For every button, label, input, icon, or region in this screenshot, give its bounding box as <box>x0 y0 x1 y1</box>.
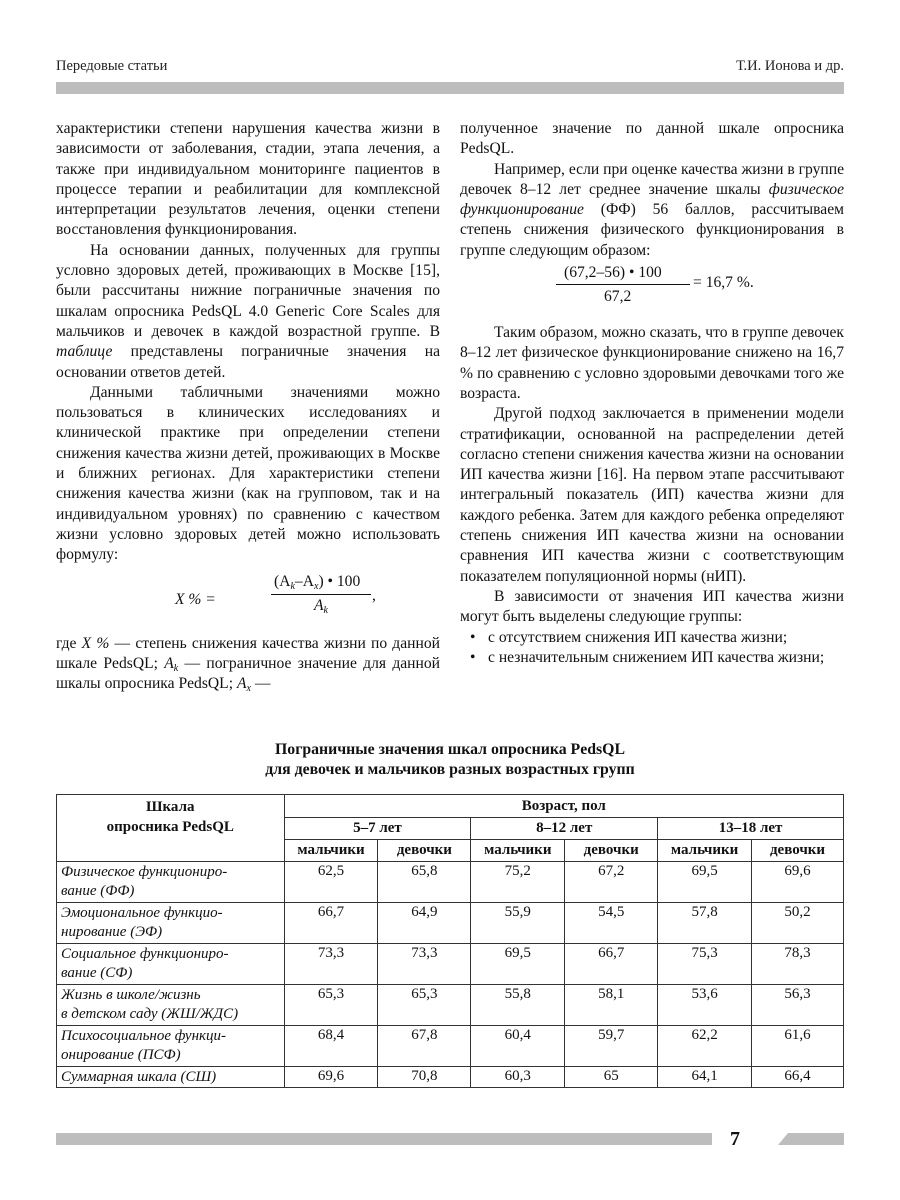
text-run: — пограничное значение для данной шкалы опросника PedsQL; <box>56 654 441 693</box>
header-section: Передовые статьи <box>56 58 168 74</box>
scale-label-line: Социальное функциониро- <box>61 946 229 962</box>
scale-header <box>57 795 285 862</box>
sex-header: мальчики <box>471 840 565 862</box>
text-run: — <box>250 675 271 693</box>
scale-label-line: вание (СФ) <box>61 965 133 981</box>
cutoff-value: 66,7 <box>565 944 658 985</box>
formula-denominator: 67,2 <box>604 288 632 306</box>
cutoff-value: 75,2 <box>471 862 565 903</box>
formula-subscript: x <box>313 580 319 592</box>
paragraph: характеристики степени нарушения качества жизни в зависимости от заболевания, стадии, этапа лечения, а также при индивидуальном мониторинге пациентов в процессе терапии и реабилитации для комплексной интерпретации результатов лечения, оценки степени восстановления функционирования. <box>56 120 440 239</box>
scale-header-line: опросника PedsQL <box>106 819 234 835</box>
paragraph: Данными табличными значениями можно пользоваться в клинических исследованиях и клинической практике при определении степени снижения качества жизни детей, проживающих в Москве и ближних регионах. Для характеристики степени снижения качества жизни (как на групповом, так и на индивидуальном уровнях) по сравнению с качеством жизни условно здоровых детей можно использовать формулу: <box>56 383 440 564</box>
table-row <box>57 1067 844 1088</box>
cutoff-value: 58,1 <box>565 985 658 1026</box>
cutoff-value: 65,8 <box>378 862 471 903</box>
scale-label <box>57 1067 285 1088</box>
cutoff-value: 67,8 <box>378 1026 471 1067</box>
cutoff-value: 70,8 <box>378 1067 471 1088</box>
cutoff-value: 62,2 <box>658 1026 752 1067</box>
table-row <box>57 903 844 944</box>
symbol-subscript: x <box>246 683 251 695</box>
footer-rule-right <box>778 1133 844 1145</box>
cutoff-value: 59,7 <box>565 1026 658 1067</box>
cutoff-value: 57,8 <box>658 903 752 944</box>
cutoff-value: 75,3 <box>658 944 752 985</box>
scale-label-line: вание (ФФ) <box>61 883 135 899</box>
list-item: • с незначительным снижением ИП качества жизни; <box>460 648 844 668</box>
age-sex-header: Возраст, пол <box>284 795 843 818</box>
formula-denominator <box>314 596 328 616</box>
table-row <box>57 985 844 1026</box>
symbol: A <box>236 675 247 693</box>
paragraph <box>56 634 440 695</box>
page-number: 7 <box>730 1128 740 1150</box>
scale-header-line: Шкала <box>146 799 195 815</box>
scale-label-line: Физическое функциониро- <box>61 864 228 880</box>
running-header <box>56 58 844 80</box>
sex-header: девочки <box>752 840 844 862</box>
cutoff-value: 65,3 <box>284 985 378 1026</box>
formula-example <box>460 265 844 317</box>
cutoff-value: 61,6 <box>752 1026 844 1067</box>
scale-label-line: онирование (ПСФ) <box>61 1047 181 1063</box>
cutoff-value: 65 <box>565 1067 658 1088</box>
cutoff-value: 69,5 <box>471 944 565 985</box>
table-title <box>56 740 844 780</box>
cutoff-value: 73,3 <box>378 944 471 985</box>
cutoff-value: 54,5 <box>565 903 658 944</box>
symbol: A <box>164 654 174 672</box>
formula-numerator: (67,2–56) • 100 <box>564 264 662 282</box>
sex-header: мальчики <box>658 840 752 862</box>
symbol-subscript: k <box>173 662 179 674</box>
cutoff-value: 64,9 <box>378 903 471 944</box>
cutoff-value: 60,4 <box>471 1026 565 1067</box>
cutoff-value: 65,3 <box>378 985 471 1026</box>
sex-header: мальчики <box>284 840 378 862</box>
scale-label <box>57 903 285 944</box>
formula-part: –A <box>294 572 314 590</box>
cutoff-value: 67,2 <box>565 862 658 903</box>
table-row <box>57 1026 844 1067</box>
group-list <box>460 628 844 669</box>
cutoff-value: 60,3 <box>471 1067 565 1088</box>
table-reference: таблице <box>56 343 113 361</box>
cutoff-value: 68,4 <box>284 1026 378 1067</box>
cutoff-value: 56,3 <box>752 985 844 1026</box>
sex-header: девочки <box>378 840 471 862</box>
cutoff-value: 69,6 <box>284 1067 378 1088</box>
cutoff-value: 53,6 <box>658 985 752 1026</box>
paragraph: В зависимости от значения ИП качества жизни могут быть выделены следующие группы: <box>460 587 844 626</box>
formula-part: (A <box>274 572 291 590</box>
table-row <box>57 944 844 985</box>
fraction-bar <box>556 284 690 285</box>
cutoff-value: 55,8 <box>471 985 565 1026</box>
scale-label-line: нирование (ЭФ) <box>61 924 163 940</box>
age-group-header: 13–18 лет <box>658 818 844 840</box>
cutoff-value: 62,5 <box>284 862 378 903</box>
cutoff-value: 69,5 <box>658 862 752 903</box>
scale-label <box>57 862 285 903</box>
text-run: представлены пограничные значения на основании ответов детей. <box>56 343 440 381</box>
scale-label <box>57 985 285 1026</box>
paragraph <box>56 241 440 383</box>
left-column <box>56 119 440 694</box>
scale-label <box>57 1026 285 1067</box>
table-title-line: для девочек и мальчиков разных возрастных групп <box>265 761 635 778</box>
formula-subscript: k <box>323 604 328 616</box>
scale-label-line: Эмоциональное функцио- <box>61 905 223 921</box>
footer-rule <box>56 1133 712 1145</box>
cutoff-value: 64,1 <box>658 1067 752 1088</box>
header-rule <box>56 82 844 94</box>
table-title-line: Пограничные значения шкал опросника PedsQL <box>275 741 625 758</box>
header-authors: Т.И. Ионова и др. <box>736 58 844 74</box>
symbol: X % <box>81 634 110 652</box>
paragraph: Другой подход заключается в применении модели стратификации, основанной на распределении детей согласно степени снижения качества жизни на основании ИП качества жизни [16]. На первом этапе рассчитывают интегральный показатель (ИП) качества жизни для каждого ребенка. Затем для каждого ребенка определяют степень снижения ИП качества жизни на основании сравнения ИП качества жизни с соответствующим показателем популяционной нормы (нИП). <box>460 405 844 585</box>
paragraph <box>460 160 844 261</box>
scale-label-line: в детском саду (ЖШ/ЖДС) <box>61 1006 239 1022</box>
list-item: • с отсутствием снижения ИП качества жизни; <box>460 628 844 648</box>
text-run: — степень снижения качества жизни по данной шкале PedsQL; <box>56 634 440 672</box>
paragraph: Таким образом, можно сказать, что в группе девочек 8–12 лет физическое функционирование снижено на 16,7 % по сравнению с условно здоровыми девочками того же возраста. <box>460 324 844 402</box>
scale-label-line: Жизнь в школе/жизнь <box>61 987 201 1003</box>
sex-header: девочки <box>565 840 658 862</box>
age-group-header: 8–12 лет <box>471 818 658 840</box>
text-run: (ФФ) 56 баллов, рассчитываем степень снижения физического функционирования в группе следующим образом: <box>460 201 844 259</box>
cutoff-value: 66,7 <box>284 903 378 944</box>
formula-decrease-percent <box>56 574 440 628</box>
formula-comma: , <box>372 586 376 604</box>
cutoff-values-table <box>56 794 844 1088</box>
formula-part: ) • 100 <box>318 572 361 590</box>
scale-label <box>57 944 285 985</box>
scale-label-line: Суммарная шкала (СШ) <box>61 1068 217 1085</box>
text-run: Например, если при оценке качества жизни в группе девочек 8–12 лет среднее значение шкалы <box>460 160 844 198</box>
formula-result: = 16,7 %. <box>693 274 754 292</box>
formula-part: A <box>314 596 324 614</box>
cutoff-value: 55,9 <box>471 903 565 944</box>
age-group-header: 5–7 лет <box>284 818 471 840</box>
formula-lhs: X % = <box>175 590 216 608</box>
text-run: где <box>56 634 82 652</box>
scale-name: физическое функционирование <box>460 180 844 219</box>
right-column <box>460 119 844 668</box>
cutoff-value: 73,3 <box>284 944 378 985</box>
scale-label-line: Психосоциальное функци- <box>61 1028 227 1044</box>
cutoff-value: 66,4 <box>752 1067 844 1088</box>
formula-numerator <box>274 572 360 592</box>
formula-subscript: k <box>290 580 295 592</box>
table-row <box>57 862 844 903</box>
fraction-bar <box>271 594 371 595</box>
text-run: На основании данных, полученных для группы условно здоровых детей, проживающих в Москве [15], были рассчитаны нижние пограничные значения по шкалам опросника PedsQL 4.0 Generic Core Scales для мальчиков и девочек в каждой возрастной группе. В <box>56 241 440 340</box>
paragraph: полученное значение по данной шкале опросника PedsQL. <box>460 120 844 158</box>
cutoff-value: 78,3 <box>752 944 844 985</box>
cutoff-value: 69,6 <box>752 862 844 903</box>
cutoff-value: 50,2 <box>752 903 844 944</box>
